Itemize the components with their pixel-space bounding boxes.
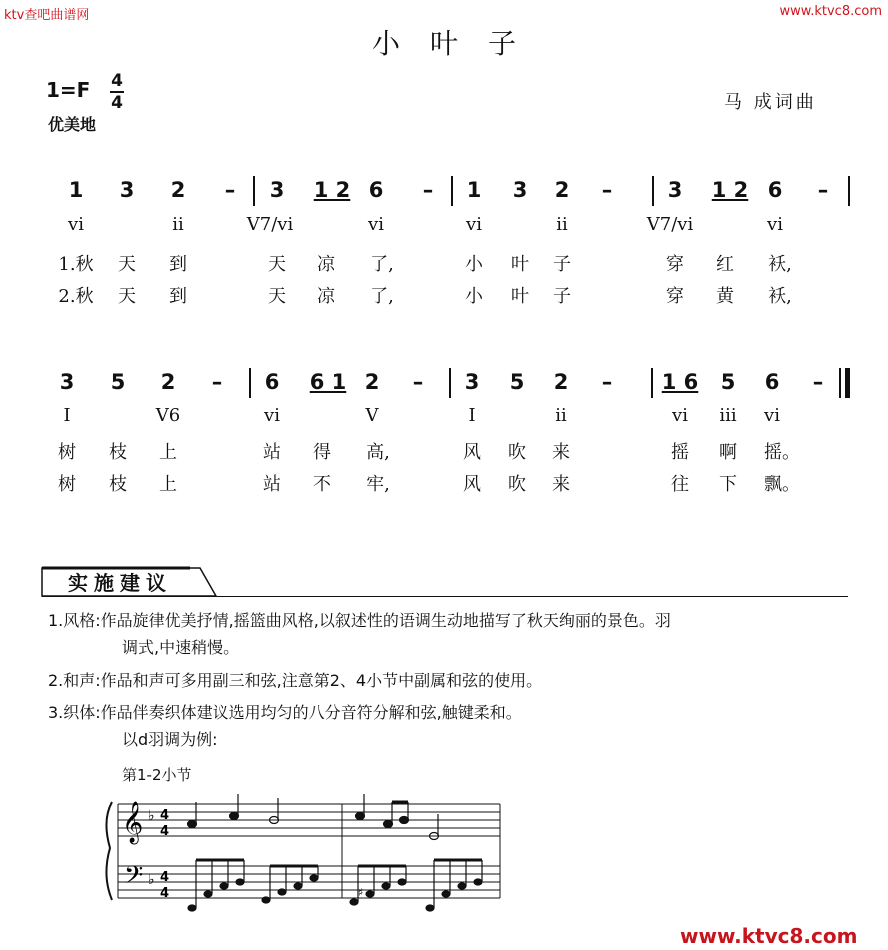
svg-text:♯: ♯ — [358, 886, 364, 899]
lyric: 吹 — [508, 442, 526, 463]
lyric: 小 — [465, 254, 483, 275]
lyric: 黄 — [716, 286, 734, 307]
harmony: ii — [556, 214, 568, 235]
barline — [848, 176, 850, 206]
lyric: 叶 — [511, 254, 529, 275]
lyric: 凉 — [317, 254, 335, 275]
suggestion-texture: 3.织体:作品伴奏织体建议选用均匀的八分音符分解和弦,触键柔和。 — [48, 703, 522, 722]
key-signature: 1=F — [46, 78, 91, 102]
watermark-bottom: www.ktvc8.com — [680, 924, 858, 948]
note: – — [412, 370, 424, 394]
lyric: 2.秋 — [58, 286, 94, 307]
harmony: I — [63, 405, 71, 426]
lyric: 啊 — [719, 442, 737, 463]
note: 6 — [767, 178, 783, 202]
lyric: 袄, — [768, 286, 792, 307]
lyric: 摇。 — [764, 442, 800, 463]
barline — [449, 368, 451, 398]
example-label: 第1-2小节 — [122, 766, 192, 784]
final-barline-thick — [845, 368, 850, 398]
watermark-top-right: www.ktvc8.com — [779, 4, 882, 19]
section-divider — [42, 596, 848, 597]
lyric: 飘。 — [764, 474, 800, 495]
barline — [652, 176, 654, 206]
example-intro: 以d羽调为例: — [122, 730, 218, 749]
harmony: vi — [368, 214, 384, 235]
author-credit: 马 成词曲 — [724, 92, 817, 113]
lyric: 高, — [366, 442, 390, 463]
lyric: 到 — [169, 286, 187, 307]
note: 1 — [466, 178, 482, 202]
harmony: V6 — [155, 405, 181, 426]
note: 2 — [170, 178, 186, 202]
lyric: 子 — [553, 286, 571, 307]
lyric: 下 — [719, 474, 737, 495]
note: – — [601, 178, 613, 202]
suggestion-harmony: 2.和声:作品和声可多用副三和弦,注意第2、4小节中副属和弦的使用。 — [48, 671, 543, 690]
note: – — [812, 370, 824, 394]
barline — [249, 368, 251, 398]
lyric: 不 — [313, 474, 331, 495]
note: – — [817, 178, 829, 202]
harmony: V7/vi — [646, 214, 694, 235]
lyric: 吹 — [508, 474, 526, 495]
lyric: 站 — [263, 442, 281, 463]
note: 2 — [554, 178, 570, 202]
lyric: 天 — [268, 254, 286, 275]
section-title: 实施建议 — [68, 571, 172, 595]
note: – — [601, 370, 613, 394]
time-sig-top: 4 — [111, 71, 123, 91]
lyric: 枝 — [109, 474, 127, 495]
lyric: 树 — [58, 474, 76, 495]
note: 2 — [364, 370, 380, 394]
time-signature — [110, 72, 124, 112]
note: – — [224, 178, 236, 202]
note: 2 — [553, 370, 569, 394]
lyric: 风 — [463, 474, 481, 495]
note: 6 — [368, 178, 384, 202]
final-barline-thin — [839, 368, 841, 398]
song-title: 小叶子 — [371, 27, 546, 60]
barline — [253, 176, 255, 206]
lyric: 来 — [552, 474, 570, 495]
note: 5 — [110, 370, 126, 394]
barline — [451, 176, 453, 206]
tempo-marking: 优美地 — [48, 115, 97, 134]
note-group: 1 6 — [661, 370, 699, 394]
lyric: 穿 — [666, 254, 684, 275]
svg-text:𝄢: 𝄢 — [124, 861, 144, 896]
lyric: 枝 — [109, 442, 127, 463]
barline — [651, 368, 653, 398]
harmony: vi — [466, 214, 482, 235]
lyric: 牢, — [366, 474, 390, 495]
note: 3 — [269, 178, 285, 202]
lyric: 穿 — [666, 286, 684, 307]
harmony: vi — [764, 405, 780, 426]
note: 6 — [264, 370, 280, 394]
lyric: 得 — [313, 442, 331, 463]
svg-text:♭: ♭ — [148, 872, 155, 888]
note: 2 — [160, 370, 176, 394]
lyric: 袄, — [768, 254, 792, 275]
lyric: 叶 — [511, 286, 529, 307]
lyric: 了, — [370, 286, 394, 307]
harmony: I — [468, 405, 476, 426]
watermark-top-left: ktv查吧曲谱网 — [4, 8, 90, 23]
lyric: 子 — [553, 254, 571, 275]
harmony: iii — [719, 405, 737, 426]
harmony: vi — [767, 214, 783, 235]
svg-text:4: 4 — [160, 870, 170, 885]
note: 1 — [68, 178, 84, 202]
harmony: ii — [555, 405, 567, 426]
harmony: ii — [172, 214, 184, 235]
time-sig-bottom: 4 — [111, 93, 123, 113]
note-group: 1 2 — [711, 178, 749, 202]
lyric: 天 — [118, 286, 136, 307]
lyric: 天 — [268, 286, 286, 307]
lyric: 风 — [463, 442, 481, 463]
harmony: V7/vi — [246, 214, 294, 235]
svg-text:♭: ♭ — [148, 808, 155, 824]
harmony: vi — [672, 405, 688, 426]
note: – — [211, 370, 223, 394]
lyric: 摇 — [671, 442, 689, 463]
note: 3 — [667, 178, 683, 202]
svg-text:4: 4 — [160, 824, 170, 839]
lyric: 了, — [370, 254, 394, 275]
note: 3 — [59, 370, 75, 394]
lyric: 红 — [716, 254, 734, 275]
note-group: 6 1 — [309, 370, 347, 394]
lyric: 1.秋 — [58, 254, 94, 275]
svg-text:4: 4 — [160, 808, 170, 823]
piano-score-example — [100, 790, 510, 920]
note: 6 — [764, 370, 780, 394]
lyric: 来 — [552, 442, 570, 463]
lyric: 树 — [58, 442, 76, 463]
note: 5 — [509, 370, 525, 394]
note: 3 — [119, 178, 135, 202]
lyric: 天 — [118, 254, 136, 275]
note: 5 — [720, 370, 736, 394]
lyric: 往 — [671, 474, 689, 495]
suggestion-style: 1.风格:作品旋律优美抒情,摇篮曲风格,以叙述性的语调生动地描写了秋天绚丽的景色。羽 — [48, 611, 671, 630]
suggestion-style-cont: 调式,中速稍慢。 — [122, 638, 240, 657]
note: 3 — [464, 370, 480, 394]
lyric: 到 — [169, 254, 187, 275]
lyric: 小 — [465, 286, 483, 307]
svg-text:𝄞: 𝄞 — [122, 802, 144, 843]
lyric: 上 — [159, 442, 177, 463]
harmony: vi — [68, 214, 84, 235]
note: – — [422, 178, 434, 202]
lyric: 上 — [159, 474, 177, 495]
lyric: 站 — [263, 474, 281, 495]
note-group: 1 2 — [313, 178, 351, 202]
lyric: 凉 — [317, 286, 335, 307]
note: 3 — [512, 178, 528, 202]
harmony: V — [365, 405, 379, 426]
svg-text:4: 4 — [160, 886, 170, 901]
harmony: vi — [264, 405, 280, 426]
